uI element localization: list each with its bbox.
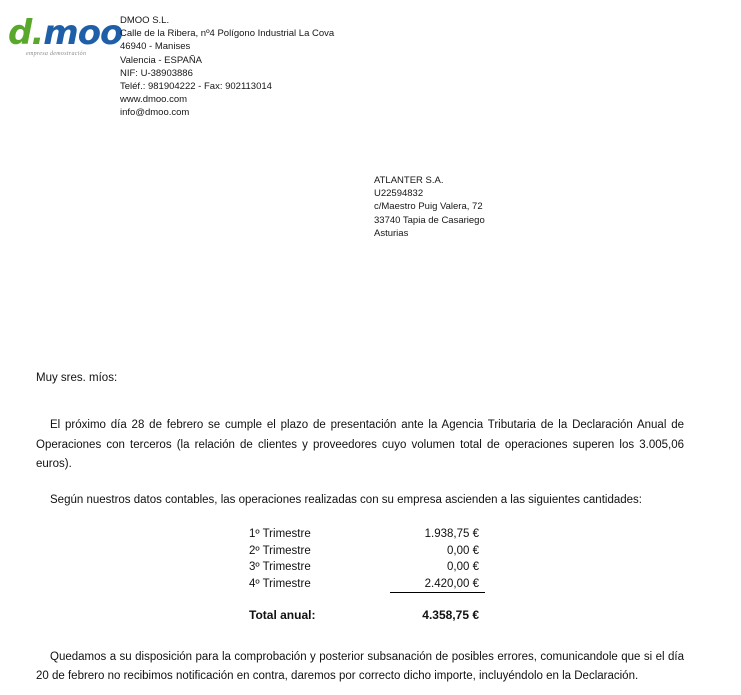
salutation: Muy sres. míos: bbox=[36, 372, 118, 384]
quarter-value: 1.938,75 € bbox=[424, 528, 479, 540]
total-value: 4.358,75 € bbox=[422, 608, 479, 623]
quarter-label: 1º Trimestre bbox=[249, 528, 311, 540]
logo-tagline: empresa demostración bbox=[26, 51, 87, 57]
logo-wordmark bbox=[8, 13, 123, 53]
recipient-tax-id: U22594832 bbox=[374, 188, 424, 200]
letter-body bbox=[36, 370, 684, 687]
sender-nif: NIF: U-38903886 bbox=[120, 67, 193, 79]
body-paragraph-2: Según nuestros datos contables, las operaciones realizadas con su empresa ascienden a las siguientes cantidades: bbox=[50, 493, 642, 506]
closing-block bbox=[36, 648, 684, 687]
logo-dot: . bbox=[31, 13, 44, 53]
recipient-province: Asturias bbox=[374, 227, 409, 239]
company-logo bbox=[8, 13, 123, 68]
quarter-value: 0,00 € bbox=[447, 544, 479, 557]
recipient-company-name: ATLANTER S.A. bbox=[374, 175, 444, 186]
sender-postal-city: 46940 - Manises bbox=[120, 41, 191, 53]
table-row bbox=[249, 559, 485, 576]
quarter-label: 3º Trimestre bbox=[249, 561, 311, 574]
body-paragraph-1: El próximo día 28 de febrero se cumple el plazo de presentación ante la Agencia Tributaria de la Declaración Anual de Operaciones con terceros (la relación de clientes y proveedores cuyo volumen total de operaciones superen los 3.005,06 euros). bbox=[36, 419, 684, 470]
body-paragraph-3: Quedamos a su disposición para la comprobación y posterior subsanación de posibles errores, comunicandole que si el día 20 de febrero no recibimos notificación en contra, daremos por correcto dicho importe, incluyéndolo en la Declaración. bbox=[36, 650, 684, 683]
sender-street: Calle de la Ribera, nº4 Polígono Industrial La Cova bbox=[120, 28, 335, 40]
sender-address-block bbox=[120, 14, 334, 120]
recipient-address-block bbox=[374, 174, 485, 240]
sender-phone-fax: Teléf.: 981904222 - Fax: 902113014 bbox=[120, 81, 272, 93]
quarter-label: 4º Trimestre bbox=[249, 577, 311, 590]
table-row bbox=[249, 526, 485, 543]
logo-letter-d: d bbox=[8, 13, 32, 53]
total-row bbox=[249, 598, 485, 624]
sender-company-name: DMOO S.L. bbox=[120, 15, 170, 26]
quarter-value: 2.420,00 € bbox=[424, 577, 479, 590]
total-label: Total anual: bbox=[249, 608, 316, 623]
recipient-postal-city: 33740 Tapia de Casariego bbox=[374, 214, 485, 226]
letterhead bbox=[0, 0, 741, 130]
logo-word-moo: moo bbox=[43, 13, 123, 53]
quarter-value: 0,00 € bbox=[447, 561, 479, 574]
table-row bbox=[249, 576, 485, 593]
recipient-street: c/Maestro Puig Valera, 72 bbox=[374, 201, 483, 213]
sender-province-country: Valencia - ESPAÑA bbox=[120, 54, 203, 66]
sender-email: info@dmoo.com bbox=[120, 107, 190, 119]
sender-website: www.dmoo.com bbox=[120, 94, 188, 106]
table-row bbox=[249, 543, 485, 560]
quarter-label: 2º Trimestre bbox=[249, 544, 311, 557]
amounts-table-body bbox=[249, 526, 485, 624]
quarterly-amounts-table bbox=[249, 526, 485, 624]
